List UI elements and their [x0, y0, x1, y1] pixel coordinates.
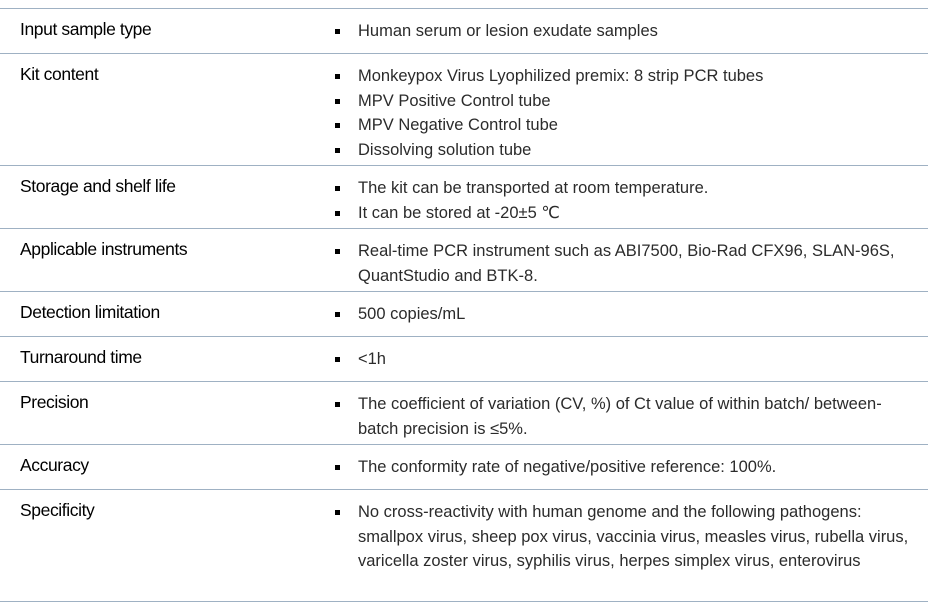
table-row-precision: [0, 382, 928, 445]
list-item: Monkeypox Virus Lyophilized premix: 8 strip PCR tubes: [312, 64, 928, 89]
table-row-applicable-instruments: [0, 229, 928, 292]
bullet-icon: [312, 239, 358, 264]
table-row-kit-content: [0, 54, 928, 166]
bullet-icon: [312, 392, 358, 417]
bullet-icon: [312, 19, 358, 44]
row-label: Precision: [20, 392, 89, 412]
row-values: [312, 490, 928, 601]
bullet-icon: [312, 138, 358, 163]
row-label: Accuracy: [20, 455, 89, 475]
bullet-icon: [312, 455, 358, 480]
bullet-icon: [312, 201, 358, 226]
row-values: [312, 382, 928, 444]
list-item: MPV Negative Control tube: [312, 113, 928, 138]
bullet-icon: [312, 347, 358, 372]
table-row-input-sample-type: [0, 9, 928, 54]
row-label: Specificity: [20, 500, 95, 520]
table-row-storage: [0, 166, 928, 229]
row-values: [312, 445, 928, 489]
table-row-specificity: [0, 490, 928, 602]
list-item: Real-time PCR instrument such as ABI7500, Bio-Rad CFX96, SLAN-96S, QuantStudio and BTK-8.: [312, 239, 928, 288]
row-values: [312, 292, 928, 336]
list-item: MPV Positive Control tube: [312, 89, 928, 114]
list-item: The conformity rate of negative/positive reference: 100%.: [312, 455, 928, 480]
table-row-detection-limitation: [0, 292, 928, 337]
list-item: The kit can be transported at room temperature.: [312, 176, 928, 201]
row-label: Input sample type: [20, 19, 152, 39]
row-label: Applicable instruments: [20, 239, 188, 259]
list-item: Dissolving solution tube: [312, 138, 928, 163]
row-values: [312, 166, 928, 228]
bullet-icon: [312, 89, 358, 114]
list-item: The coefficient of variation (CV, %) of Ct value of within batch/ between-batch precision is ≤5%.: [312, 392, 928, 441]
table-row-turnaround-time: [0, 337, 928, 382]
list-item: 500 copies/mL: [312, 302, 928, 327]
row-label: Detection limitation: [20, 302, 160, 322]
bullet-icon: [312, 302, 358, 327]
list-item: Human serum or lesion exudate samples: [312, 19, 928, 44]
row-label: Kit content: [20, 64, 99, 84]
spec-table: [0, 8, 928, 602]
row-values: [312, 9, 928, 53]
list-item: <1h: [312, 347, 928, 372]
bullet-icon: [312, 176, 358, 201]
row-label: Storage and shelf life: [20, 176, 176, 196]
list-item: No cross-reactivity with human genome and the following pathogens: smallpox virus, sheep pox virus, vaccinia virus, measles virus, rubella virus, varicella zoster virus, syphilis virus, herpes simplex virus, enterovirus: [312, 500, 928, 574]
row-values: [312, 54, 928, 165]
bullet-icon: [312, 64, 358, 89]
row-values: [312, 337, 928, 381]
bullet-icon: [312, 500, 358, 525]
table-row-accuracy: [0, 445, 928, 490]
bullet-icon: [312, 113, 358, 138]
row-label: Turnaround time: [20, 347, 142, 367]
row-values: [312, 229, 928, 291]
list-item: It can be stored at -20±5 ℃: [312, 201, 928, 226]
